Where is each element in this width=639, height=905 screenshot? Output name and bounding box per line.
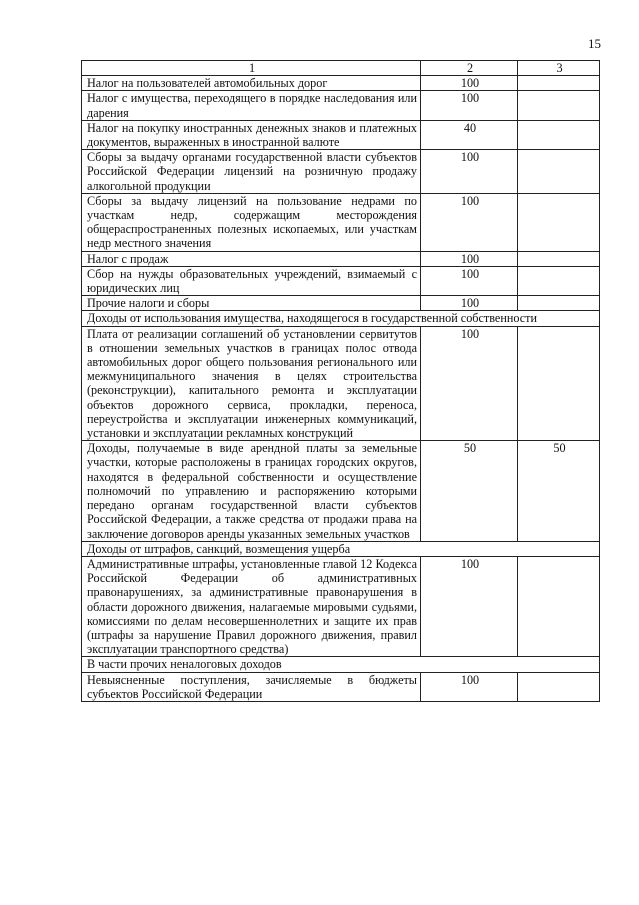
row-col-2-value: 100 (421, 556, 518, 656)
section-row (82, 311, 600, 326)
row-col-2-value: 50 (421, 441, 518, 541)
row-col-2-value: 100 (421, 326, 518, 441)
row-col-2-value: 100 (421, 672, 518, 701)
section-title: В части прочих неналоговых доходов (82, 657, 600, 672)
row-col-2-value: 100 (421, 296, 518, 311)
table-row (82, 76, 600, 91)
row-name: Невыясненные поступления, зачисляемые в бюджеты субъектов Российской Федерации (82, 672, 421, 701)
row-col-3-value (518, 672, 600, 701)
table-header-row (82, 61, 600, 76)
section-row (82, 541, 600, 556)
revenue-distribution-table (81, 60, 600, 702)
section-title: Доходы от использования имущества, находящегося в государственной собственности (82, 311, 600, 326)
row-name: Административные штрафы, установленные главой 12 Кодекса Российской Федерации об административных правонарушениях, за административные правонарушения в области дорожного движения, налагаемые мировыми судьями, комиссиями по делам несовершеннолетних и защите их прав (штрафы за нарушение Правил дорожного движения, правил эксплуатации транспортного средства) (82, 556, 421, 656)
row-col-3-value (518, 296, 600, 311)
row-name: Плата от реализации соглашений об установлении сервитутов в отношении земельных участков в границах полос отвода автомобильных дорог общего пользования регионального или межмуниципального значения в целях строительства (реконструкции), капитального ремонта и эксплуатации объектов дорожного сервиса, прокладки, переноса, переустройства и эксплуатации инженерных коммуникаций, установки и эксплуатации рекламных конструкций (82, 326, 421, 441)
row-name: Налог с продаж (82, 251, 421, 266)
row-col-2-value: 100 (421, 76, 518, 91)
row-col-2-value: 100 (421, 193, 518, 251)
table-row (82, 326, 600, 441)
row-col-2-value: 100 (421, 91, 518, 120)
section-row (82, 657, 600, 672)
row-name: Сбор на нужды образовательных учреждений, взимаемый с юридических лиц (82, 266, 421, 295)
row-col-2-value: 100 (421, 150, 518, 194)
row-name: Налог на пользователей автомобильных дорог (82, 76, 421, 91)
row-name: Сборы за выдачу органами государственной власти субъектов Российской Федерации лицензий на розничную продажу алкогольной продукции (82, 150, 421, 194)
row-name: Сборы за выдачу лицензий на пользование недрами по участкам недр, содержащим месторождения общераспространенных полезных ископаемых, или участкам недр местного значения (82, 193, 421, 251)
row-col-3-value: 50 (518, 441, 600, 541)
row-col-2-value: 40 (421, 120, 518, 149)
row-col-3-value (518, 150, 600, 194)
header-col-1: 1 (82, 61, 421, 76)
row-col-3-value (518, 91, 600, 120)
table-row (82, 441, 600, 541)
row-col-3-value (518, 120, 600, 149)
row-col-3-value (518, 251, 600, 266)
section-title: Доходы от штрафов, санкций, возмещения ущерба (82, 541, 600, 556)
table-row (82, 251, 600, 266)
row-col-3-value (518, 266, 600, 295)
table-row (82, 193, 600, 251)
row-name: Прочие налоги и сборы (82, 296, 421, 311)
page-number: 15 (588, 36, 601, 51)
table-body (82, 61, 600, 702)
table-row (82, 120, 600, 149)
row-col-2-value: 100 (421, 251, 518, 266)
row-col-3-value (518, 193, 600, 251)
table-row (82, 296, 600, 311)
header-col-3: 3 (518, 61, 600, 76)
table-row (82, 672, 600, 701)
row-col-3-value (518, 556, 600, 656)
row-name: Налог на покупку иностранных денежных знаков и платежных документов, выраженных в иностранной валюте (82, 120, 421, 149)
table-row (82, 556, 600, 656)
header-col-2: 2 (421, 61, 518, 76)
table-row (82, 150, 600, 194)
table-row (82, 266, 600, 295)
row-name: Доходы, получаемые в виде арендной платы за земельные участки, которые расположены в границах городских округов, находятся в федеральной собственности и осуществление полномочий по управлению и распоряжению которыми передано органам государственной власти субъектов Российской Федерации, а также средства от продажи права на заключение договоров аренды указанных земельных участков (82, 441, 421, 541)
row-col-3-value (518, 326, 600, 441)
table-row (82, 91, 600, 120)
row-col-2-value: 100 (421, 266, 518, 295)
row-col-3-value (518, 76, 600, 91)
row-name: Налог с имущества, переходящего в порядке наследования или дарения (82, 91, 421, 120)
